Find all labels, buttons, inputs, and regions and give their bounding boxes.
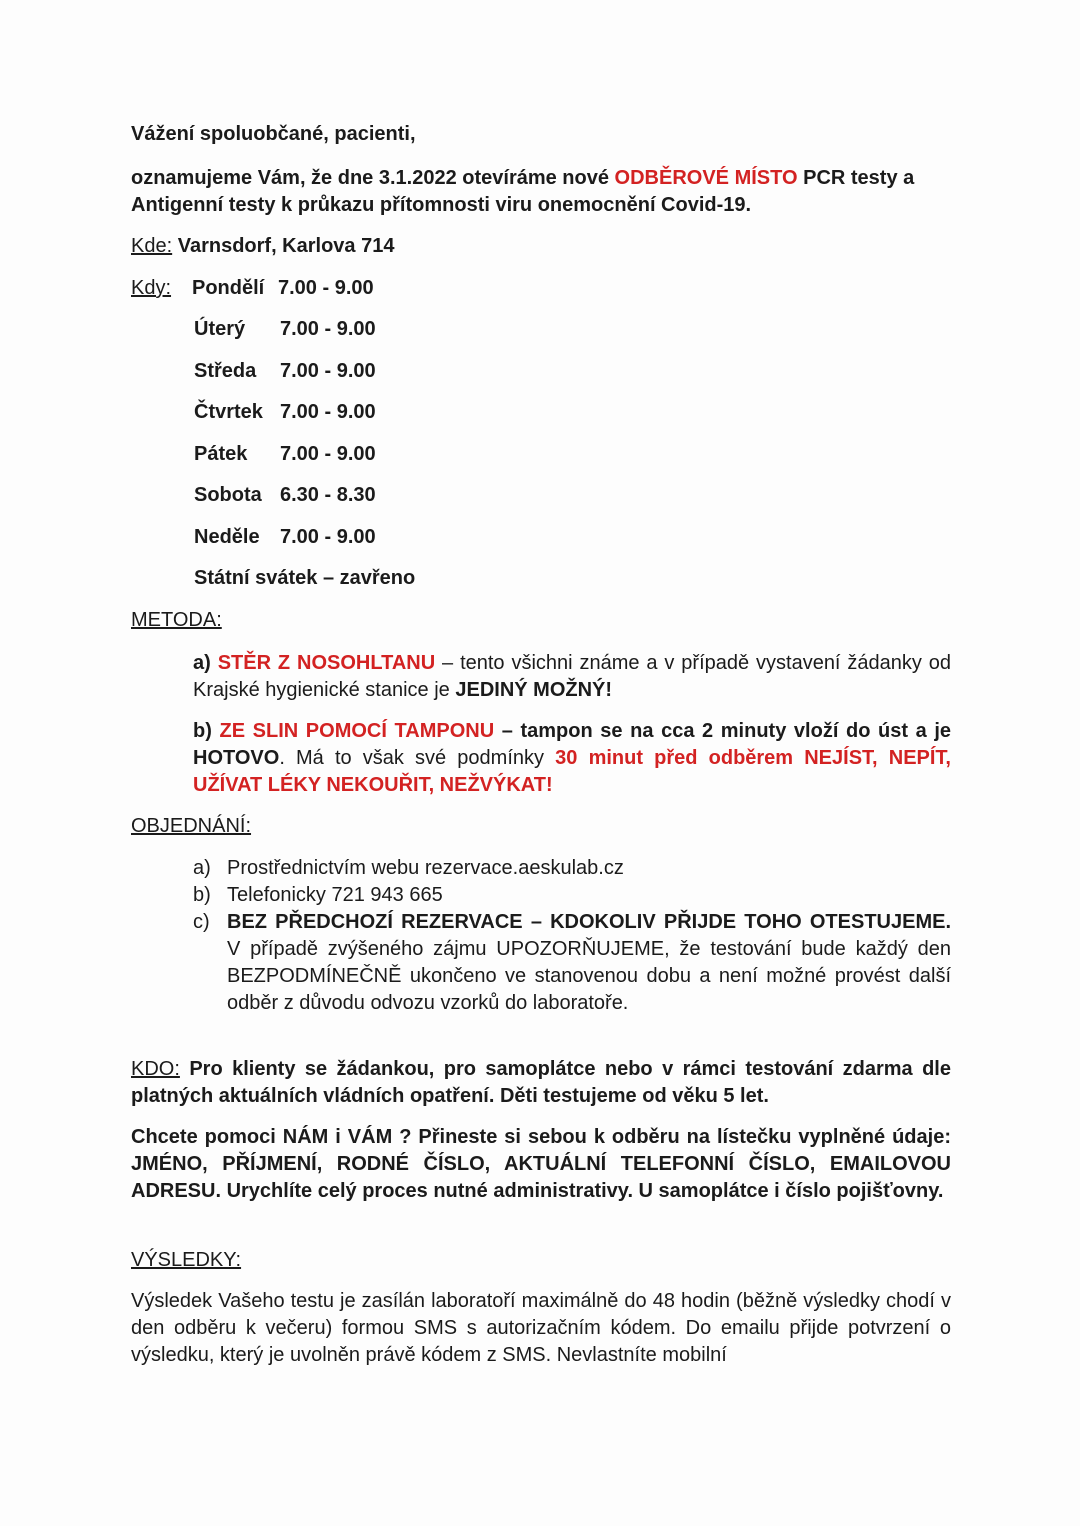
- order-item-text: Telefonicky 721 943 665: [227, 884, 443, 906]
- greeting: Vážení spoluobčané, pacienti,: [131, 123, 416, 145]
- help-paragraph: Chcete pomoci NÁM i VÁM ? Přineste si sebou k odběru na lístečku vyplněné údaje: JMÉNO, PŘÍJMENÍ, RODNÉ ČÍSLO, AKTUÁLNÍ TELEFONNÍ ČÍSLO, EMAILOVOU ADRESU. Urychlíte celý proces nutné administrativy. U samoplátce i číslo pojišťovny.: [131, 1126, 951, 1202]
- order-c-bold: BEZ PŘEDCHOZÍ REZERVACE – KDOKOLIV PŘIJDE TOHO OTESTUJEME.: [227, 911, 951, 933]
- where-line: [131, 233, 951, 260]
- order-heading-line: [131, 813, 951, 840]
- method-heading-line: [131, 607, 951, 634]
- where-label: Kde:: [131, 235, 173, 257]
- schedule-row: [194, 316, 376, 343]
- order-item: [193, 855, 951, 882]
- method-b-text-2: . Má to však své podmínky: [279, 747, 556, 769]
- schedule-day: Čtvrtek: [194, 401, 263, 423]
- results-heading: VÝSLEDKY:: [131, 1249, 242, 1271]
- order-c-text: V případě zvýšeného zájmu UPOZORŇUJEME, že testování bude každý den BEZPODMÍNEČNĚ ukončeno ve stanovenou dobu a není možné provést další odběr z důvodu odvozu vzorků do laboratoře.: [227, 938, 951, 1014]
- intro-text-1: oznamujeme Vám, že dne 3.1.2022 otevíráme nové: [131, 167, 615, 189]
- holiday-note: Státní svátek – zavřeno: [194, 567, 416, 589]
- order-item-c-text: [227, 909, 951, 1017]
- schedule-time: 6.30 - 8.30: [280, 484, 376, 506]
- schedule-time: 7.00 - 9.00: [280, 443, 376, 465]
- method-b-warning: 30 minut před odběrem NEJÍST, NEPÍT, UŽÍVAT LÉKY NEKOUŘIT, NEŽVÝKAT!: [193, 747, 951, 796]
- method-b-text-1: – tampon se na cca 2 minuty vloží do úst a je: [494, 720, 952, 742]
- schedule-row: [194, 524, 376, 551]
- schedule-row: [194, 441, 376, 468]
- schedule-day: Pondělí: [192, 277, 265, 299]
- when-label-line: [131, 275, 191, 302]
- schedule-row: [194, 358, 376, 385]
- results-heading-line: [131, 1247, 951, 1274]
- method-a: [193, 650, 951, 704]
- method-a-text: – tento všichni známe a v případě vystavení žádanky od Krajské hygienické stanice je: [193, 652, 952, 701]
- order-heading: OBJEDNÁNÍ:: [131, 815, 252, 837]
- schedule-day: Neděle: [194, 526, 260, 548]
- method-a-marker: a): [193, 652, 218, 674]
- when-label: Kdy:: [131, 277, 172, 299]
- order-item-marker: a): [193, 857, 211, 879]
- method-b: [193, 718, 951, 799]
- schedule-time: 7.00 - 9.00: [278, 277, 374, 299]
- intro-text-2: PCR testy a Antigenní testy k průkazu přítomnosti viru onemocnění Covid-19.: [131, 167, 915, 216]
- method-a-emph: JEDINÝ MOŽNÝ!: [455, 679, 613, 701]
- method-b-marker: b): [193, 720, 220, 742]
- method-heading: METODA:: [131, 609, 222, 631]
- who-label: KDO:: [131, 1058, 180, 1080]
- schedule-row: [194, 399, 376, 426]
- who-text: Pro klienty se žádankou, pro samoplátce nebo v rámci testování zdarma dle platných aktuálních vládních opatření. Děti testujeme od věku 5 let.: [131, 1058, 951, 1107]
- results-paragraph: Výsledek Vašeho testu je zasílán laboratoří maximálně do 48 hodin (běžně výsledky chodí v den odběru k večeru) formou SMS s autorizačním kódem. Do emailu přijde potvrzení o výsledku, který je uvolněn právě kódem z SMS. Nevlastníte mobilní: [131, 1290, 951, 1366]
- schedule-row: [192, 275, 374, 302]
- schedule-time: 7.00 - 9.00: [280, 526, 376, 548]
- order-item-c: [193, 909, 951, 1017]
- schedule-time: 7.00 - 9.00: [280, 318, 376, 340]
- schedule-row: [194, 482, 376, 509]
- method-b-title: ZE SLIN POMOCÍ TAMPONU: [219, 720, 495, 742]
- who-paragraph: [131, 1056, 951, 1110]
- method-b-emph: HOTOVO: [193, 747, 280, 769]
- schedule-day: Pátek: [194, 443, 248, 465]
- intro-highlight: ODBĚROVÉ MÍSTO: [614, 167, 798, 189]
- where-value: Varnsdorf, Karlova 714: [172, 235, 395, 257]
- intro-paragraph: [131, 165, 951, 219]
- schedule-day: Sobota: [194, 484, 262, 506]
- method-a-title: STĚR Z NOSOHLTANU: [217, 652, 436, 674]
- schedule-time: 7.00 - 9.00: [280, 401, 376, 423]
- order-item-marker: c): [193, 911, 210, 933]
- schedule-day: Středa: [194, 360, 257, 382]
- order-item-text: Prostřednictvím webu rezervace.aeskulab.cz: [227, 857, 624, 879]
- schedule-day: Úterý: [194, 318, 246, 340]
- order-item: [193, 882, 951, 909]
- schedule-time: 7.00 - 9.00: [280, 360, 376, 382]
- order-item-marker: b): [193, 884, 211, 906]
